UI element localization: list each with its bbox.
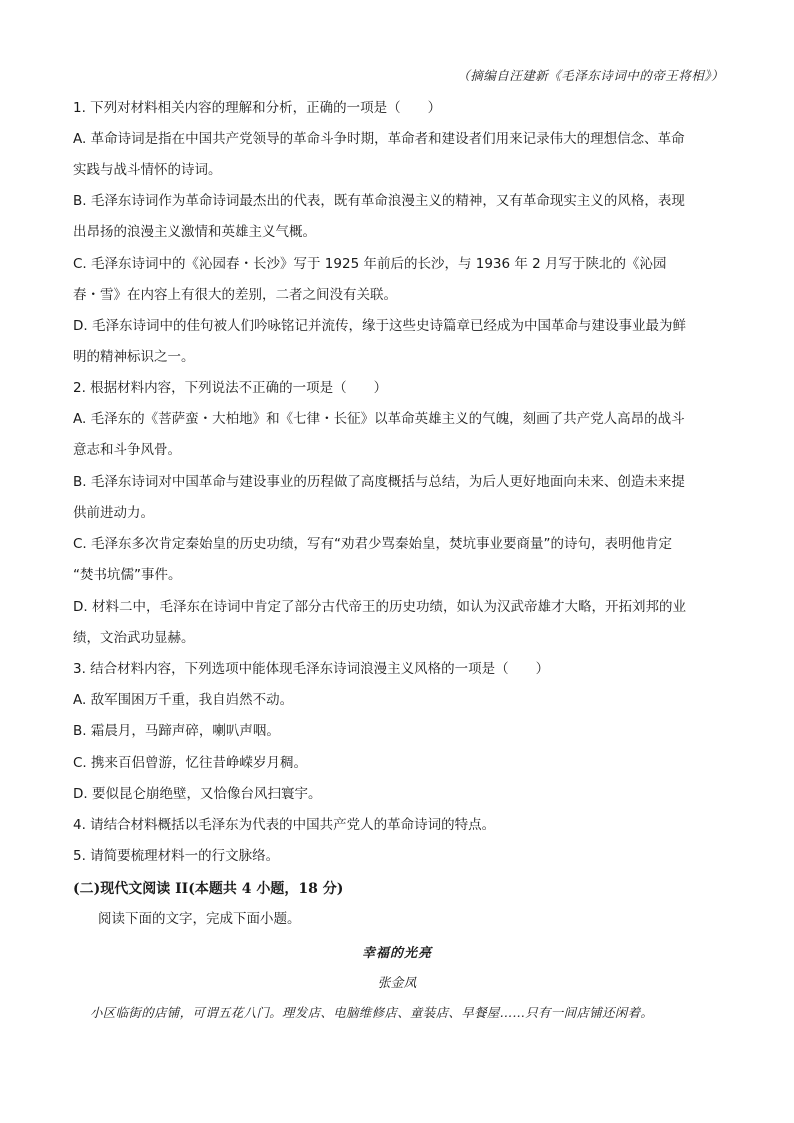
question-2-option-b: B. 毛泽东诗词对中国革命与建设事业的历程做了高度概括与总结，为后人更好地面向未来、创造未来提: [73, 474, 685, 490]
question-2-option-d-cont: 绩，文治武功显赫。: [73, 630, 195, 646]
question-2-option-a: A. 毛泽东的《菩萨蛮・大柏地》和《七律・长征》以革命英雄主义的气魄，刻画了共产党人高昂的战斗: [73, 411, 685, 427]
question-2-option-a-cont: 意志和斗争风骨。: [73, 442, 181, 458]
question-1-option-b: B. 毛泽东诗词作为革命诗词最杰出的代表，既有革命浪漫主义的精神，又有革命现实主义的风格，表现: [73, 193, 685, 209]
source-note: （摘编自汪建新《毛泽东诗词中的帝王将相》）: [457, 68, 724, 83]
question-3-option-b: B. 霜晨月，马蹄声碎，喇叭声咽。: [73, 723, 280, 739]
reading-instruction: 阅读下面的文字，完成下面小题。: [98, 911, 301, 927]
question-1-option-a: A. 革命诗词是指在中国共产党领导的革命斗争时期，革命者和建设者们用来记录伟大的理想信念、革命: [73, 131, 685, 147]
question-3-stem: 3. 结合材料内容，下列选项中能体现毛泽东诗词浪漫主义风格的一项是（ ）: [73, 661, 550, 677]
question-1-option-d-cont: 明的精神标识之一。: [73, 349, 195, 365]
question-3-option-a: A. 敌军围困万千重，我自岿然不动。: [73, 692, 294, 708]
section-heading: (二)现代文阅读 II(本题共 4 小题，18 分): [73, 881, 344, 897]
question-5-stem: 5. 请简要梳理材料一的行文脉络。: [73, 848, 280, 864]
story-title: 幸福的光亮: [361, 946, 432, 961]
question-3-option-c: C. 携来百侣曾游，忆往昔峥嵘岁月稠。: [73, 755, 308, 771]
question-1-option-d: D. 毛泽东诗词中的佳句被人们吟咏铭记并流传，缘于这些史诗篇章已经成为中国革命与建设事业最为鲜: [73, 318, 686, 334]
question-4-stem: 4. 请结合材料概括以毛泽东为代表的中国共产党人的革命诗词的特点。: [73, 817, 496, 833]
question-1-option-c-cont: 春・雪》在内容上有很大的差别，二者之间没有关联。: [73, 287, 397, 303]
question-2-stem: 2. 根据材料内容，下列说法不正确的一项是（ ）: [73, 380, 388, 396]
story-paragraph-line: 小区临街的店铺，可谓五花八门。理发店、电脑维修店、童装店、早餐屋……只有一间店铺还闲着。: [90, 1005, 654, 1020]
question-1-option-c: C. 毛泽东诗词中的《沁园春・长沙》写于 1925 年前后的长沙，与 1936 年 2 月写于陕北的《沁园: [73, 256, 667, 272]
question-2-option-b-cont: 供前进动力。: [73, 505, 154, 521]
question-1-option-b-cont: 出昂扬的浪漫主义激情和英雄主义气概。: [73, 224, 316, 240]
question-2-option-c-cont: “焚书坑儒”事件。: [73, 567, 182, 583]
question-2-option-d: D. 材料二中，毛泽东在诗词中肯定了部分古代帝王的历史功绩，如认为汉武帝雄才大略，开拓刘邦的业: [73, 599, 686, 615]
question-1-stem: 1. 下列对材料相关内容的理解和分析，正确的一项是（ ）: [73, 100, 442, 116]
question-3-option-d: D. 要似昆仑崩绝壁，又恰像台风扫寰宇。: [73, 786, 322, 802]
question-1-option-a-cont: 实践与战斗情怀的诗词。: [73, 162, 222, 178]
story-author: 张金凤: [377, 976, 417, 991]
question-2-option-c: C. 毛泽东多次肯定秦始皇的历史功绩，写有“劝君少骂秦始皇，焚坑事业要商量”的诗句，表明他肯定: [73, 536, 672, 552]
